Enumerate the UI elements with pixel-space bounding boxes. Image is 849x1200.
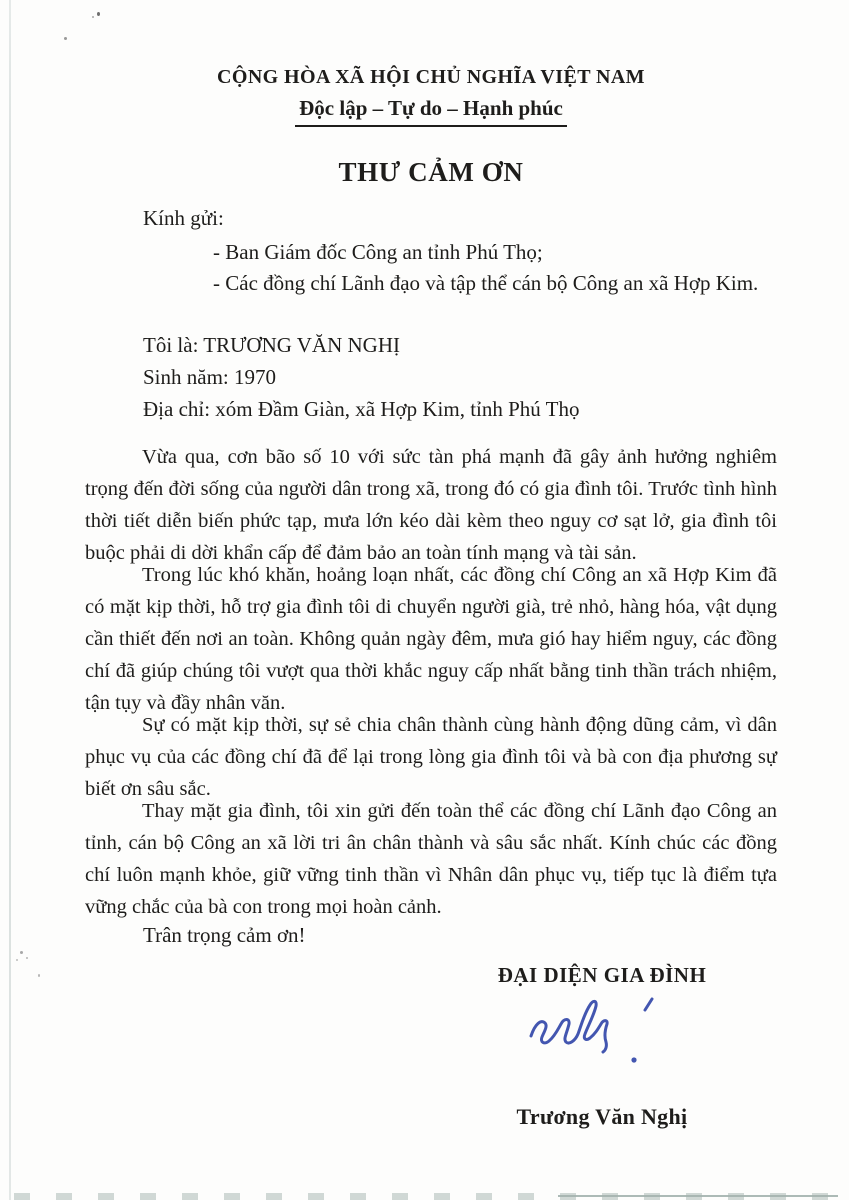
national-motto-line1: CỘNG HÒA XÃ HỘI CHỦ NGHĨA VIỆT NAM [217, 66, 645, 88]
signature-block [447, 963, 757, 1130]
national-motto-underlined-text: Độc lập – Tự do – Hạnh phúc [295, 96, 567, 127]
paragraph: Vừa qua, cơn bão số 10 với sức tàn phá mạnh đã gây ảnh hưởng nghiêm trọng đến đời sống của người dân trong xã, trong đó có gia đình tôi. Trước tình hình thời tiết diễn biến phức tạp, mưa lớn kéo dài kèm theo nguy cơ sạt lở, gia đình tôi buộc phải di dời khẩn cấp để đảm bảo an toàn tính mạng và tài sản. [85, 446, 777, 564]
scan-speck [26, 957, 28, 959]
paragraph: Sự có mặt kịp thời, sự sẻ chia chân thành cùng hành động dũng cảm, vì dân phục vụ của các đồng chí đã để lại trong lòng gia đình tôi và bà con địa phương sự biết ơn sâu sắc. [85, 714, 777, 800]
recipient-list [213, 237, 777, 299]
scan-speck [97, 12, 100, 16]
scan-edge-artifact-bottom-line [558, 1195, 838, 1197]
scan-speck [38, 974, 40, 977]
signature-ink-strokes [517, 994, 687, 1066]
paragraph: Trong lúc khó khăn, hoảng loạn nhất, các đồng chí Công an xã Hợp Kim đã có mặt kịp thời, hỗ trợ gia đình tôi di chuyển người già, trẻ nhỏ, hàng hóa, vật dụng cần thiết đến nơi an toàn. Không quản ngày đêm, mưa gió hay hiểm nguy, các đồng chí đã giúp chúng tôi vượt qua thời khắc nguy cấp nhất bằng tinh thần trách nhiệm, tận tụy và đầy nhân văn. [85, 564, 777, 714]
handwritten-signature [447, 994, 757, 1066]
letter-body [85, 441, 777, 923]
national-motto-line2 [85, 96, 777, 127]
scan-speck [16, 959, 18, 961]
scan-edge-artifact-left [9, 0, 11, 1200]
letter-title: THƯ CẢM ƠN [338, 157, 524, 187]
signer-name: Trương Văn Nghị [516, 1104, 688, 1129]
scan-speck [92, 16, 94, 18]
recipient-line: - Các đồng chí Lãnh đạo và tập thể cán bộ Công an xã Hợp Kim. [213, 271, 759, 295]
closing-line: Trân trọng cảm ơn! [143, 923, 306, 947]
paragraph: Thay mặt gia đình, tôi xin gửi đến toàn thể các đồng chí Lãnh đạo Công an tỉnh, cán bộ Công an xã lời tri ân chân thành và sâu sắc nhất. Kính chúc các đồng chí luôn mạnh khỏe, giữ vững tinh thần vì Nhân dân phục vụ, tiếp tục là điểm tựa vững chắc của bà con trong mọi hoàn cảnh. [85, 800, 777, 918]
sender-address-line: Địa chỉ: xóm Đầm Giàn, xã Hợp Kim, tỉnh Phú Thọ [143, 397, 580, 421]
scan-speck [20, 951, 23, 954]
signer-role: ĐẠI DIỆN GIA ĐÌNH [497, 963, 707, 987]
scan-speck [64, 37, 67, 40]
sender-info [143, 329, 777, 425]
national-header [85, 66, 777, 127]
sender-name-line: Tôi là: TRƯƠNG VĂN NGHỊ [143, 333, 401, 357]
recipient-line: - Ban Giám đốc Công an tỉnh Phú Thọ; [213, 240, 543, 264]
sender-birth-line: Sinh năm: 1970 [143, 365, 277, 389]
salutation: Kính gửi: [143, 206, 224, 230]
